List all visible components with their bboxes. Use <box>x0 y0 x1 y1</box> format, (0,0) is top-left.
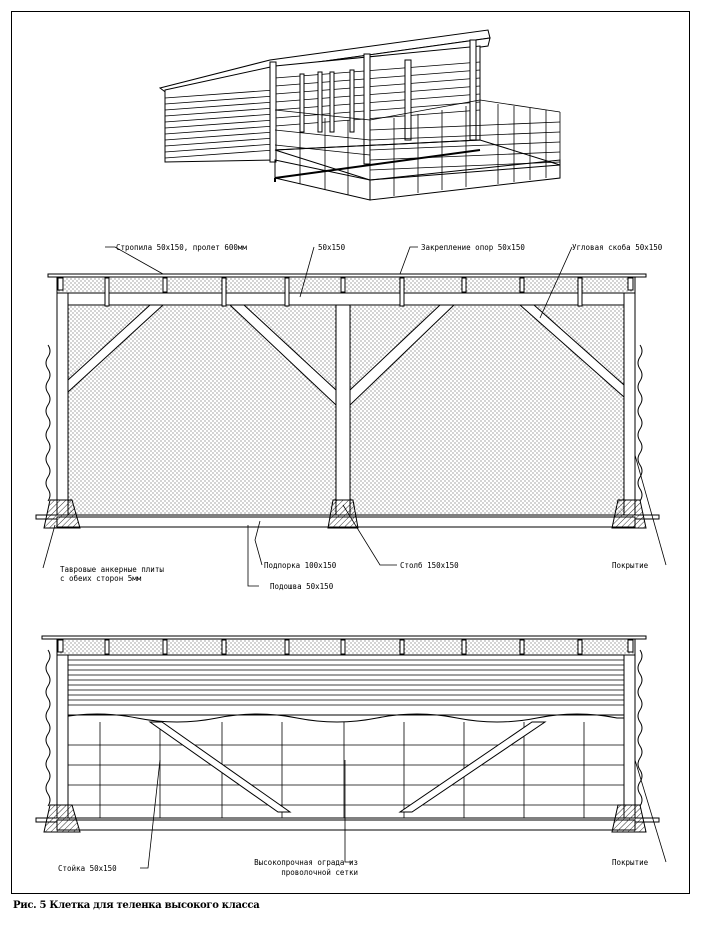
post-label: Столб 150х150 <box>400 561 459 570</box>
support-beam-label: Подпорка 100х150 <box>264 561 337 570</box>
sole-plate-label: Подошва 50х150 <box>270 582 334 591</box>
top-beam-label: 50х150 <box>318 243 346 252</box>
covering-label-2: Покрытие <box>612 858 649 867</box>
figure-caption: Рис. 5 Клетка для теленка высокого класса <box>13 900 260 911</box>
anchor-plates-label-1: Тавровые анкерные плиты <box>60 565 164 574</box>
corner-brace-label: Угловая скоба 50х150 <box>572 243 663 252</box>
fence-label-1: Высокопрочная ограда из <box>254 858 358 867</box>
anchor-plates-label-2: с обеих сторон 5мм <box>60 574 142 583</box>
covering-label-1: Покрытие <box>612 561 649 570</box>
fence-label-2: проволочной сетки <box>281 868 358 877</box>
support-fixing-label: Закрепление опор 50х150 <box>421 243 525 252</box>
rafters-label: Стропила 50х150, пролет 600мм <box>116 243 247 252</box>
stud-label: Стойка 50х150 <box>58 864 117 873</box>
